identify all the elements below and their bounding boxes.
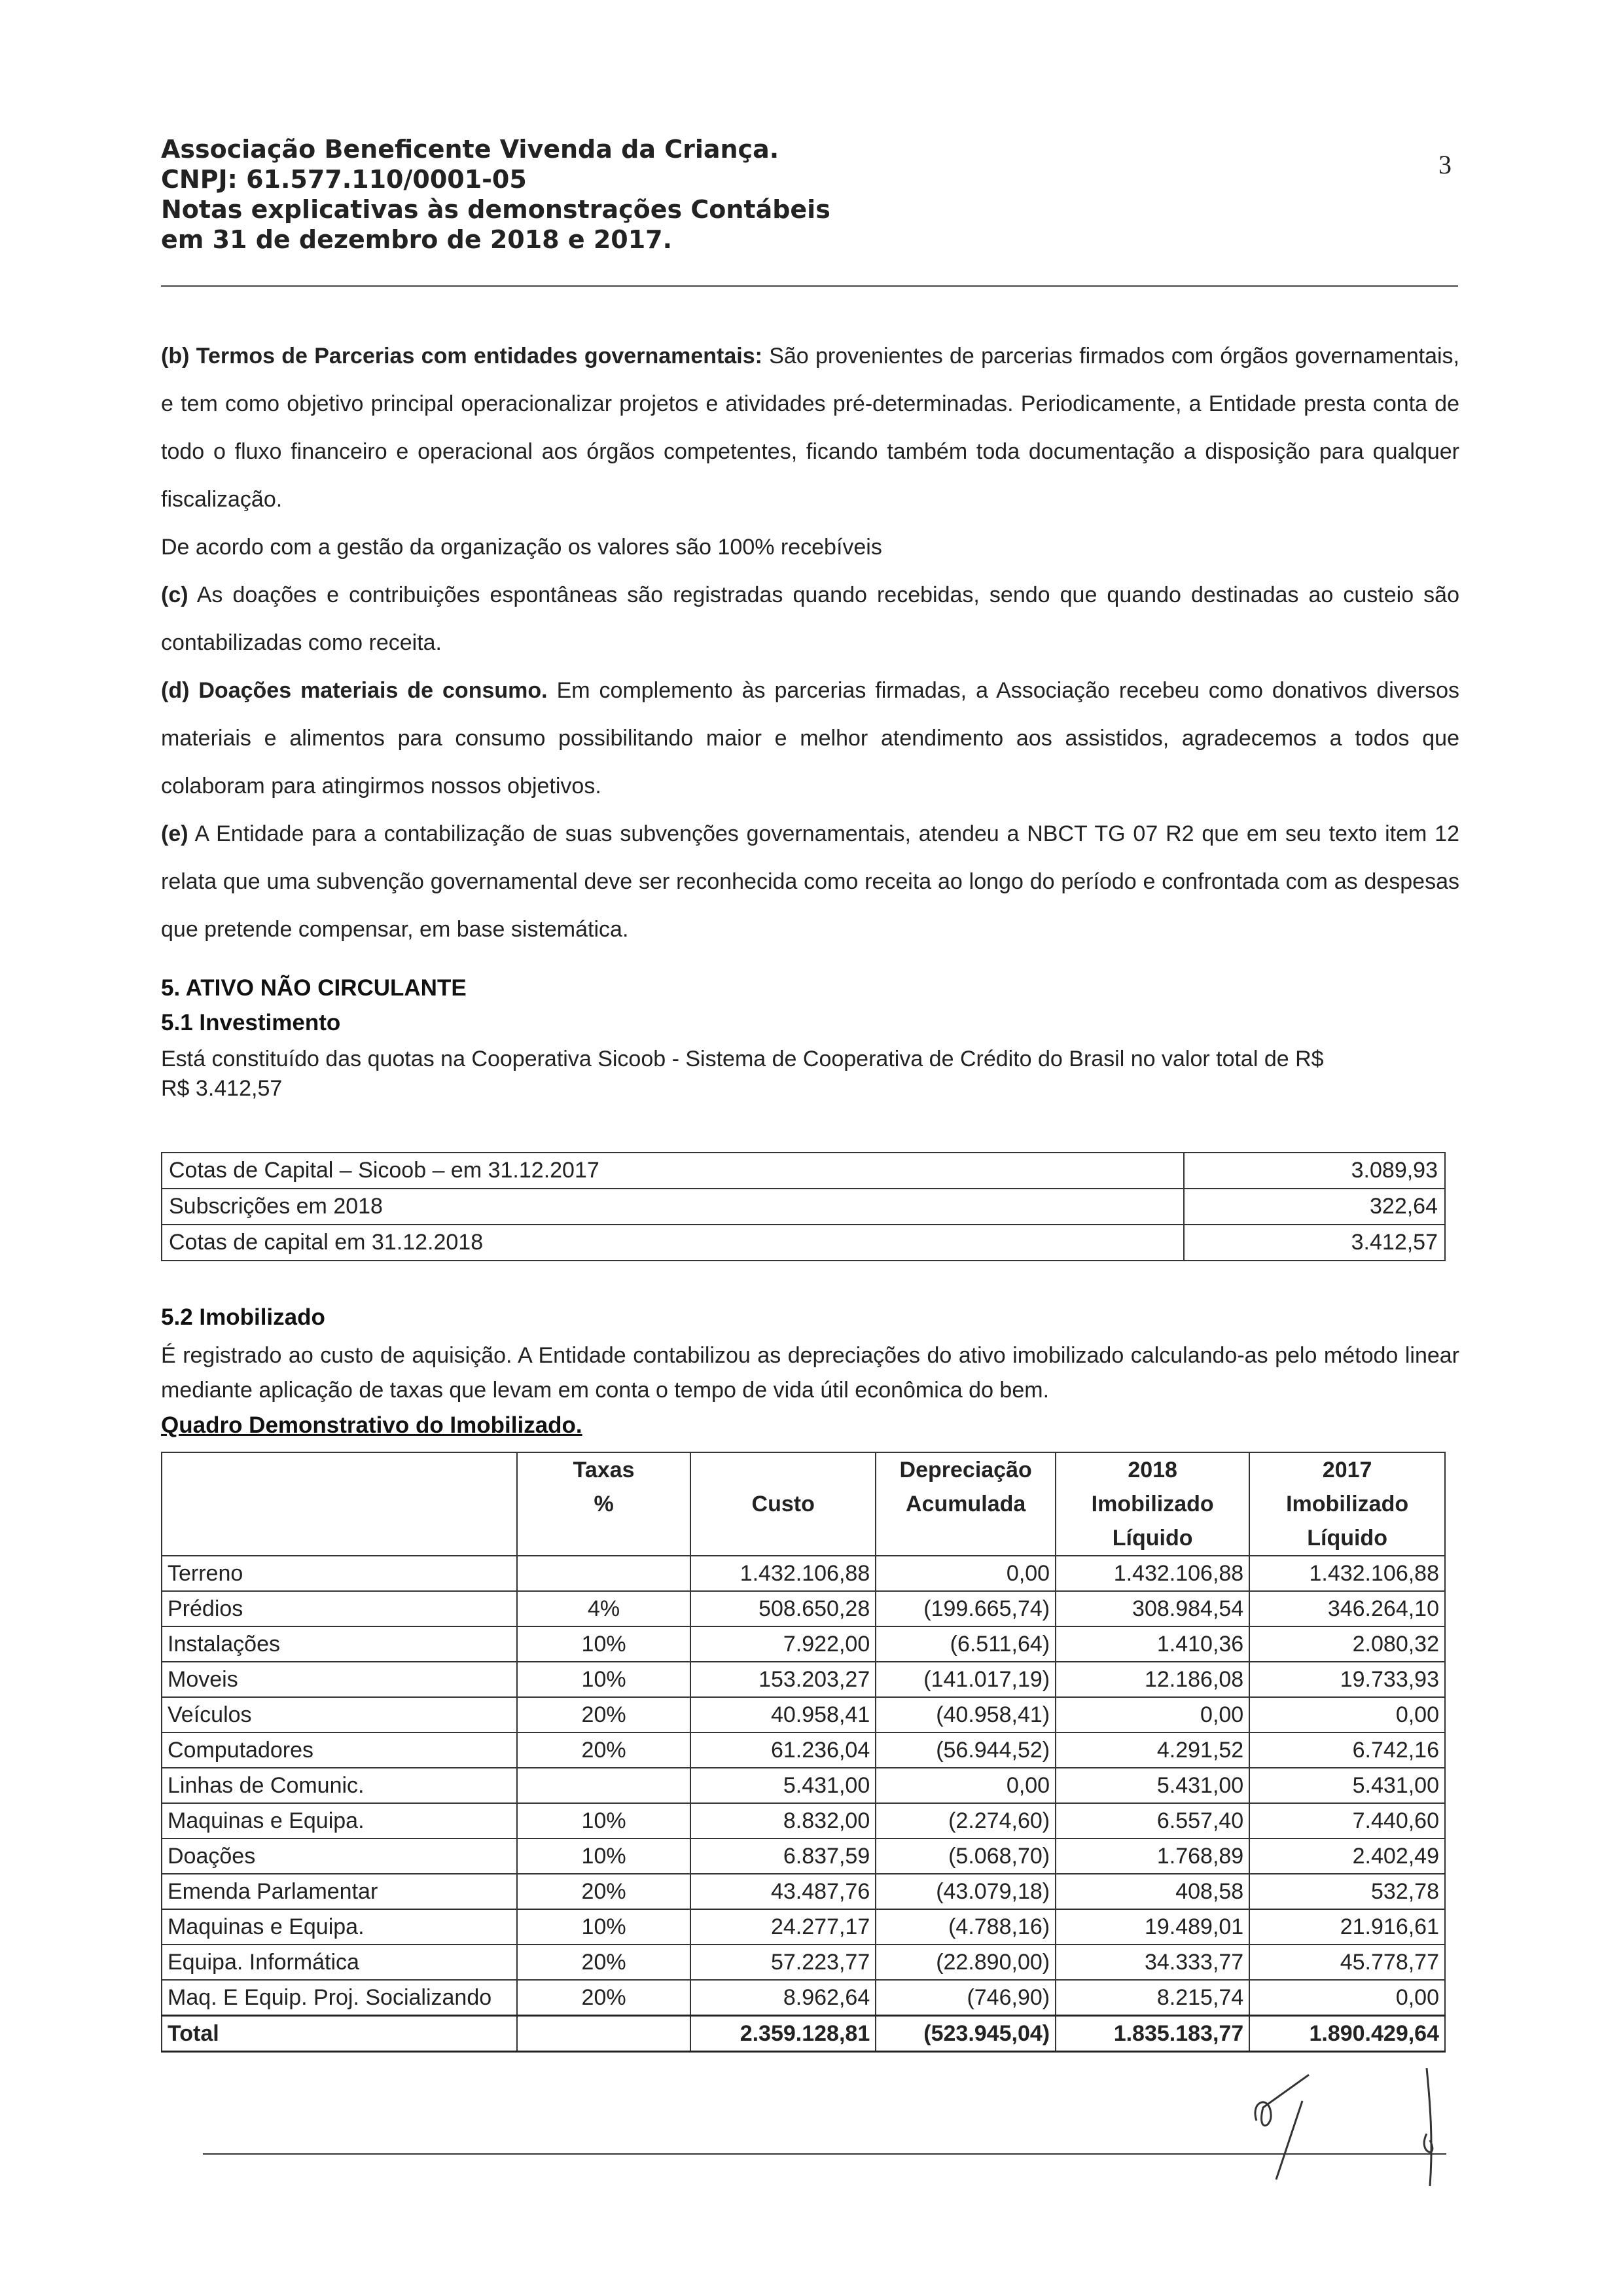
header-cnpj: CNPJ: 61.577.110/0001-05 [161, 165, 527, 194]
table-row [162, 1697, 1445, 1732]
table-row [162, 1839, 1445, 1874]
table-cell: 308.984,54 [1056, 1591, 1249, 1626]
table-cell: (56.944,52) [876, 1732, 1056, 1768]
table-cell: 10% [517, 1839, 690, 1874]
table-cell: Depreciação [876, 1452, 1056, 1487]
table-cell: (5.068,70) [876, 1839, 1056, 1874]
table-cell: 10% [517, 1909, 690, 1945]
table-cell: Equipa. Informática [162, 1945, 517, 1980]
table-cell: Líquido [1249, 1521, 1445, 1556]
paragraph-b-label: (b) Termos de Parcerias com entidades governamentais: [161, 344, 762, 368]
header-org-name: Associação Beneficente Vivenda da Criança. [161, 135, 779, 164]
table-cell: (199.665,74) [876, 1591, 1056, 1626]
table-cell: 20% [517, 1732, 690, 1768]
table-cell [690, 1521, 876, 1556]
table-cell: 508.650,28 [690, 1591, 876, 1626]
table-cell: (6.511,64) [876, 1626, 1056, 1662]
table-cell: 34.333,77 [1056, 1945, 1249, 1980]
table-cell: 40.958,41 [690, 1697, 876, 1732]
table-row [162, 1189, 1445, 1225]
header-notes-title: Notas explicativas às demonstrações Contábeis [161, 195, 830, 224]
table-row [162, 1980, 1445, 2016]
table-cell: (746,90) [876, 1980, 1056, 2016]
table-cell: 20% [517, 1945, 690, 1980]
table-cell: 20% [517, 1980, 690, 2016]
table-cell: 5.431,00 [1056, 1768, 1249, 1803]
table-cell: 2.402,49 [1249, 1839, 1445, 1874]
table-row [162, 1153, 1445, 1189]
table-cell: 20% [517, 1697, 690, 1732]
section-5-1-text-line2: R$ 3.412,57 [161, 1076, 283, 1101]
table-cell [517, 1768, 690, 1803]
table-cell: Acumulada [876, 1487, 1056, 1521]
table-cell: 57.223,77 [690, 1945, 876, 1980]
table-row [162, 1626, 1445, 1662]
document-header [161, 134, 830, 255]
table-cell: (22.890,00) [876, 1945, 1056, 1980]
paragraph-b-text: São provenientes de parcerias firmados com órgãos governamentais, e tem como objetivo principal operacionalizar projetos e atividades pré-determinadas. Periodicamente, a Entidade presta conta de todo o fluxo financeiro e operacional aos órgãos competentes, ficando também toda documentação a disposição para qualquer fiscalização. [161, 344, 1459, 512]
table-cell: 7.440,60 [1249, 1803, 1445, 1839]
table-row [162, 1803, 1445, 1839]
table-row [162, 1225, 1445, 1261]
table-cell: (40.958,41) [876, 1697, 1056, 1732]
section-5-1-text-line1: Está constituído das quotas na Cooperativa Sicoob - Sistema de Cooperativa de Crédito do Brasil no valor total de R$ [161, 1047, 1324, 1071]
table-cell: 8.832,00 [690, 1803, 876, 1839]
section-5-2-text: É registrado ao custo de aquisição. A Entidade contabilizou as depreciações do ativo imobilizado calculando-as pelo método linear mediante aplicação de taxas que levam em conta o tempo de vida útil econômica do bem. [161, 1343, 1459, 1403]
table-cell: Maquinas e Equipa. [162, 1909, 517, 1945]
table-cell: (141.017,19) [876, 1662, 1056, 1697]
table-cell: Instalações [162, 1626, 517, 1662]
table-cell: 153.203,27 [690, 1662, 876, 1697]
investment-table [161, 1152, 1446, 1261]
table-cell: 45.778,77 [1249, 1945, 1445, 1980]
table-cell: 1.432.106,88 [1056, 1556, 1249, 1591]
table-cell: Líquido [1056, 1521, 1249, 1556]
table-cell: Emenda Parlamentar [162, 1874, 517, 1909]
table-cell: 0,00 [1249, 1697, 1445, 1732]
signature-mark [1230, 2062, 1479, 2193]
table-cell [517, 2016, 690, 2052]
table-cell: 6.837,59 [690, 1839, 876, 1874]
table-cell: 1.410,36 [1056, 1626, 1249, 1662]
table-cell: Taxas [517, 1452, 690, 1487]
investment-label: Subscrições em 2018 [162, 1189, 1184, 1225]
table-cell: Imobilizado [1249, 1487, 1445, 1521]
table-cell: 19.733,93 [1249, 1662, 1445, 1697]
paragraph-recebiveis: De acordo com a gestão da organização os valores são 100% recebíveis [161, 535, 882, 560]
table-row [162, 1591, 1445, 1626]
paragraph-e-label: (e) [161, 821, 188, 846]
table-total-row [162, 2016, 1445, 2052]
page-number: 3 [1438, 150, 1452, 179]
table-cell: 1.890.429,64 [1249, 2016, 1445, 2052]
table-cell: 43.487,76 [690, 1874, 876, 1909]
table-cell: 21.916,61 [1249, 1909, 1445, 1945]
table-cell: 2018 [1056, 1452, 1249, 1487]
paragraph-d-text: Em complemento às parcerias firmadas, a Associação recebeu como donativos diversos materiais e alimentos para consumo possibilitando maior e melhor atendimento aos assistidos, agradecemos a todos que colaboram para atingirmos nossos objetivos. [161, 678, 1459, 798]
paragraph-d [161, 667, 1459, 810]
table-cell: 2.359.128,81 [690, 2016, 876, 2052]
table-cell: 19.489,01 [1056, 1909, 1249, 1945]
table-cell: 1.432.106,88 [1249, 1556, 1445, 1591]
table-row [162, 1945, 1445, 1980]
table-cell: 4.291,52 [1056, 1732, 1249, 1768]
table-cell: 1.768,89 [1056, 1839, 1249, 1874]
table-cell: 24.277,17 [690, 1909, 876, 1945]
table-cell: 6.557,40 [1056, 1803, 1249, 1839]
table-cell: (523.945,04) [876, 2016, 1056, 2052]
table-cell: 8.215,74 [1056, 1980, 1249, 2016]
investment-label: Cotas de Capital – Sicoob – em 31.12.2017 [162, 1153, 1184, 1189]
table-row [162, 1732, 1445, 1768]
table-cell: 532,78 [1249, 1874, 1445, 1909]
paragraph-b [161, 332, 1459, 524]
table-cell [162, 1452, 517, 1487]
table-cell [517, 1521, 690, 1556]
investment-value: 3.089,93 [1184, 1153, 1445, 1189]
table-cell: Doações [162, 1839, 517, 1874]
imobilizado-table [161, 1452, 1446, 2053]
table-cell: 2017 [1249, 1452, 1445, 1487]
table-cell: (4.788,16) [876, 1909, 1056, 1945]
table-cell: 12.186,08 [1056, 1662, 1249, 1697]
table-cell: Veículos [162, 1697, 517, 1732]
table-cell: 5.431,00 [1249, 1768, 1445, 1803]
table-cell: (43.079,18) [876, 1874, 1056, 1909]
table-cell: 8.962,64 [690, 1980, 876, 2016]
paragraph-c-label: (c) [161, 583, 188, 607]
paragraph-e [161, 810, 1459, 954]
table-cell: 0,00 [1056, 1697, 1249, 1732]
paragraph-c-text: As doações e contribuições espontâneas são registradas quando recebidas, sendo que quando destinadas ao custeio são contabilizadas como receita. [161, 583, 1459, 655]
section-5-1-text [161, 1045, 1459, 1103]
notes-paragraphs [161, 332, 1459, 954]
section-5-title: 5. ATIVO NÃO CIRCULANTE [161, 975, 467, 1001]
table-cell: Custo [690, 1487, 876, 1521]
table-header-row [162, 1521, 1445, 1556]
paragraph-d-label: (d) Doações materiais de consumo. [161, 678, 548, 703]
table-cell: % [517, 1487, 690, 1521]
table-cell: 61.236,04 [690, 1732, 876, 1768]
section-5-2-title: 5.2 Imobilizado [161, 1304, 325, 1330]
table-cell: 5.431,00 [690, 1768, 876, 1803]
table-cell: 2.080,32 [1249, 1626, 1445, 1662]
investment-value: 3.412,57 [1184, 1225, 1445, 1261]
table-cell: 20% [517, 1874, 690, 1909]
table-cell [162, 1487, 517, 1521]
table-cell: Maquinas e Equipa. [162, 1803, 517, 1839]
table-cell: 0,00 [876, 1768, 1056, 1803]
table-row [162, 1662, 1445, 1697]
table-cell: (2.274,60) [876, 1803, 1056, 1839]
table-row [162, 1874, 1445, 1909]
investment-label: Cotas de capital em 31.12.2018 [162, 1225, 1184, 1261]
table-cell: 408,58 [1056, 1874, 1249, 1909]
table-row [162, 1768, 1445, 1803]
table-row [162, 1556, 1445, 1591]
table-cell [876, 1521, 1056, 1556]
table-cell: Linhas de Comunic. [162, 1768, 517, 1803]
table-cell [517, 1556, 690, 1591]
table-cell: 10% [517, 1626, 690, 1662]
table-cell: 0,00 [876, 1556, 1056, 1591]
table-cell: 0,00 [1249, 1980, 1445, 2016]
quadro-title: Quadro Demonstrativo do Imobilizado. [161, 1412, 582, 1438]
table-cell: Computadores [162, 1732, 517, 1768]
table-cell: 1.835.183,77 [1056, 2016, 1249, 2052]
table-cell: Maq. E Equip. Proj. Socializando [162, 1980, 517, 2016]
table-cell [690, 1452, 876, 1487]
header-date: em 31 de dezembro de 2018 e 2017. [161, 225, 673, 254]
table-cell: Total [162, 2016, 517, 2052]
table-header-row [162, 1487, 1445, 1521]
table-cell: 1.432.106,88 [690, 1556, 876, 1591]
table-cell: 346.264,10 [1249, 1591, 1445, 1626]
header-divider [161, 285, 1458, 287]
table-cell: Terreno [162, 1556, 517, 1591]
table-cell: Imobilizado [1056, 1487, 1249, 1521]
table-cell: 7.922,00 [690, 1626, 876, 1662]
investment-value: 322,64 [1184, 1189, 1445, 1225]
table-cell: 10% [517, 1662, 690, 1697]
table-header-row [162, 1452, 1445, 1487]
table-cell: Moveis [162, 1662, 517, 1697]
table-cell: Prédios [162, 1591, 517, 1626]
table-cell: 6.742,16 [1249, 1732, 1445, 1768]
paragraph-e-text: A Entidade para a contabilização de suas subvenções governamentais, atendeu a NBCT TG 07 R2 que em seu texto item 12 relata que uma subvenção governamental deve ser reconhecida como receita ao longo do período e confrontada com as despesas que pretende compensar, em base sistemática. [161, 821, 1459, 942]
section-5-1-title: 5.1 Investimento [161, 1010, 341, 1035]
table-cell: 10% [517, 1803, 690, 1839]
table-row [162, 1909, 1445, 1945]
table-cell: 4% [517, 1591, 690, 1626]
table-cell [162, 1521, 517, 1556]
paragraph-c [161, 571, 1459, 667]
